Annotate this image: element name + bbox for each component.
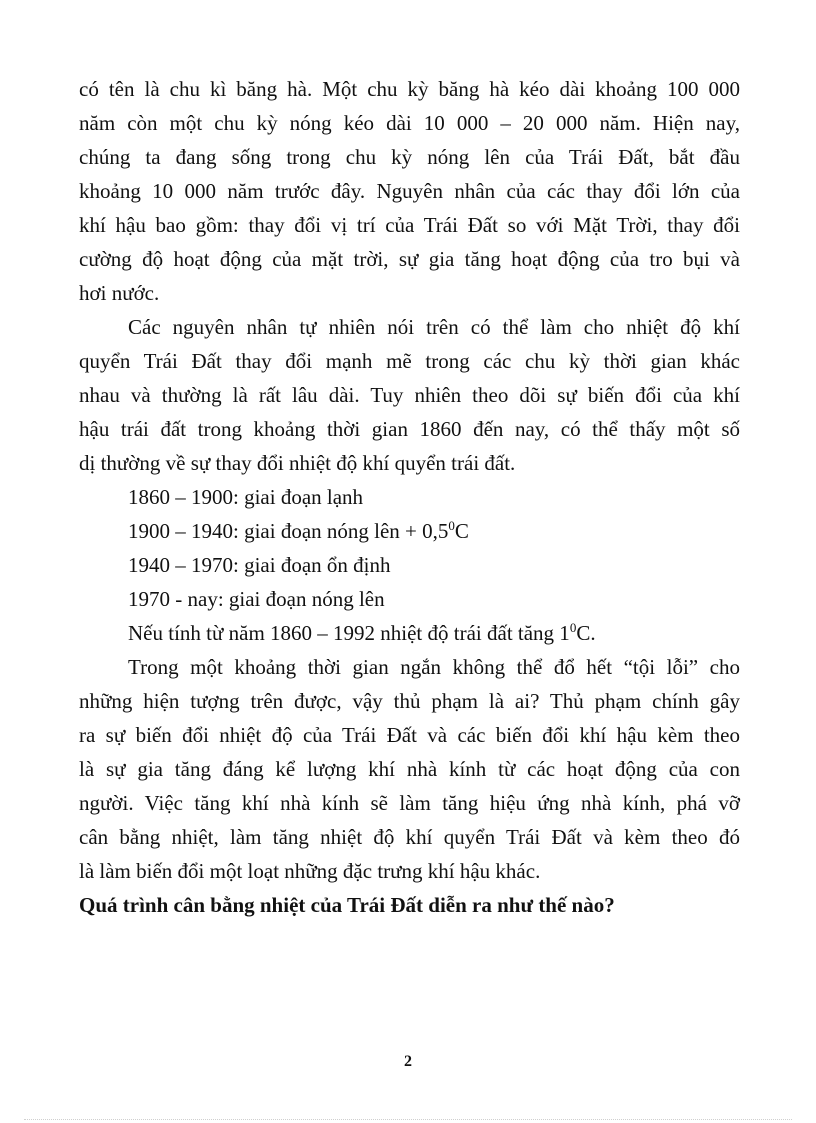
period-item xyxy=(79,480,740,514)
text-line: có tên là chu kì băng hà. Một chu kỳ băng hà kéo dài khoảng 100 000 xyxy=(79,77,740,101)
text-line: nhau và thường là rất lâu dài. Tuy nhiên theo dõi sự biến đổi của khí xyxy=(79,383,740,407)
text-line: quyển Trái Đất thay đổi mạnh mẽ trong các chu kỳ thời gian khác xyxy=(79,349,740,373)
text-line: khoảng 10 000 năm trước đây. Nguyên nhân của các thay đổi lớn của xyxy=(79,179,740,203)
text-line: ra sự biến đổi nhiệt độ của Trái Đất và các biến đổi khí hậu kèm theo xyxy=(79,723,740,747)
text-line: người. Việc tăng khí nhà kính sẽ làm tăng hiệu ứng nhà kính, phá vỡ xyxy=(79,791,740,815)
text-line: Các nguyên nhân tự nhiên nói trên có thể làm cho nhiệt độ khí xyxy=(128,315,740,339)
text-line: là làm biến đổi một loạt những đặc trưng khí hậu khác. xyxy=(79,859,541,883)
period-text: 1860 – 1900: giai đoạn lạnh xyxy=(128,485,364,509)
document-page xyxy=(79,72,740,922)
period-unit: C xyxy=(454,519,469,543)
paragraph-ice-age-cycles xyxy=(79,72,740,310)
page-bottom-border xyxy=(24,1119,792,1120)
text-line: hậu trái đất trong khoảng thời gian 1860 đến nay, có thể thấy một số xyxy=(79,417,740,441)
text-line: cường độ hoạt động của mặt trời, sự gia tăng hoạt động của tro bụi và xyxy=(79,247,740,271)
page-number: 2 xyxy=(404,1053,412,1070)
temperature-periods-list xyxy=(79,480,740,616)
text-line: cân bằng nhiệt, làm tăng nhiệt độ khí quyển Trái Đất và kèm theo đó xyxy=(79,825,740,849)
text-line: hơi nước. xyxy=(79,281,160,305)
temperature-summary xyxy=(79,616,740,650)
period-item xyxy=(79,582,740,616)
summary-unit: C. xyxy=(576,621,596,645)
degree-superscript: 0 xyxy=(569,620,577,635)
text-line: là sự gia tăng đáng kể lượng khí nhà kính từ các hoạt động của con xyxy=(79,757,740,781)
text-line: khí hậu bao gồm: thay đổi vị trí của Trái Đất so với Mặt Trời, thay đổi xyxy=(79,213,740,237)
degree-superscript: 0 xyxy=(448,518,455,533)
period-text: 1900 – 1940: giai đoạn nóng lên + 0,5 xyxy=(128,519,449,543)
text-line: chúng ta đang sống trong chu kỳ nóng lên của Trái Đất, bắt đầu xyxy=(79,145,740,169)
summary-text: Nếu tính từ năm 1860 – 1992 nhiệt độ trái đất tăng 1 xyxy=(128,621,570,645)
text-line: Trong một khoảng thời gian ngắn không thể đổ hết “tội lỗi” cho xyxy=(128,655,740,679)
text-line: năm còn một chu kỳ nóng kéo dài 10 000 – 20 000 năm. Hiện nay, xyxy=(79,111,740,135)
period-text: 1940 – 1970: giai đoạn ổn định xyxy=(128,553,391,577)
paragraph-natural-causes xyxy=(79,310,740,480)
section-heading: Quá trình cân bằng nhiệt của Trái Đất diễn ra như thế nào? xyxy=(79,893,615,917)
text-line: những hiện tượng trên được, vậy thủ phạm là ai? Thủ phạm chính gây xyxy=(79,689,740,713)
period-item xyxy=(79,548,740,582)
paragraph-human-causes xyxy=(79,650,740,888)
period-item xyxy=(79,514,740,548)
period-text: 1970 - nay: giai đoạn nóng lên xyxy=(128,587,385,611)
text-line: dị thường về sự thay đổi nhiệt độ khí quyển trái đất. xyxy=(79,451,516,475)
